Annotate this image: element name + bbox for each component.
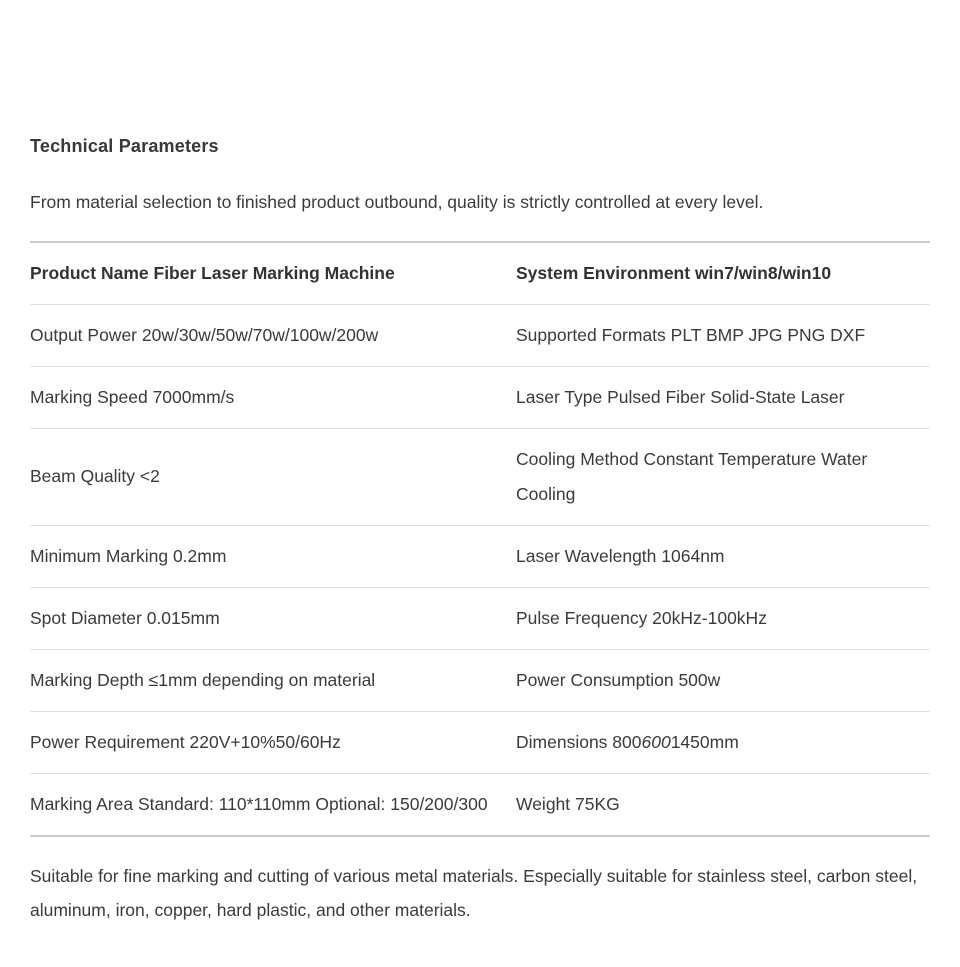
table-row (30, 712, 930, 774)
spec-cell-right (516, 725, 930, 760)
spec-value-segment: 1450mm (670, 731, 739, 752)
spec-cell-left: Beam Quality <2 (30, 466, 160, 486)
table-row (30, 429, 930, 526)
table-row (30, 305, 930, 367)
spec-cell-right: Supported Formats PLT BMP JPG PNG DXF (516, 324, 866, 345)
spec-cell-right: Cooling Method Constant Temperature Water Cooling (516, 448, 868, 504)
spec-cell-right: System Environment win7/win8/win10 (516, 262, 832, 283)
spec-cell-left: Marking Depth ≤1mm depending on material (30, 669, 376, 690)
spec-cell-left: Power Requirement 220V+10%50/60Hz (30, 731, 341, 752)
spec-value-italic-segment: 600 (641, 731, 671, 752)
spec-cell-left: Marking Area Standard: 110*110mm Optional: 150/200/300 (30, 793, 488, 814)
spec-cell-right: Power Consumption 500w (516, 669, 721, 690)
spec-cell-right: Laser Wavelength 1064nm (516, 545, 725, 566)
spec-cell-left: Product Name Fiber Laser Marking Machine (30, 262, 395, 283)
spec-cell-right: Pulse Frequency 20kHz-100kHz (516, 607, 767, 628)
table-row (30, 243, 930, 305)
spec-table (30, 241, 930, 837)
spec-cell-left: Output Power 20w/30w/50w/70w/100w/200w (30, 324, 379, 345)
table-row (30, 650, 930, 712)
table-row (30, 588, 930, 650)
footer-text: Suitable for fine marking and cutting of various metal materials. Especially suitable for stainless steel, carbon steel, aluminum, iron, copper, hard plastic, and other materials. (30, 865, 918, 920)
table-row (30, 526, 930, 588)
intro-text: From material selection to finished product outbound, quality is strictly controlled at every level. (30, 192, 764, 212)
spec-cell-right: Weight 75KG (516, 793, 620, 814)
spec-cell-left: Minimum Marking 0.2mm (30, 545, 227, 566)
table-row (30, 367, 930, 429)
table-row (30, 774, 930, 835)
page-title: Technical Parameters (30, 136, 219, 156)
spec-cell-left: Spot Diameter 0.015mm (30, 607, 220, 628)
spec-value-segment: Dimensions 800 (516, 731, 642, 752)
spec-cell-right: Laser Type Pulsed Fiber Solid-State Laser (516, 386, 845, 407)
spec-cell-left: Marking Speed 7000mm/s (30, 386, 235, 407)
